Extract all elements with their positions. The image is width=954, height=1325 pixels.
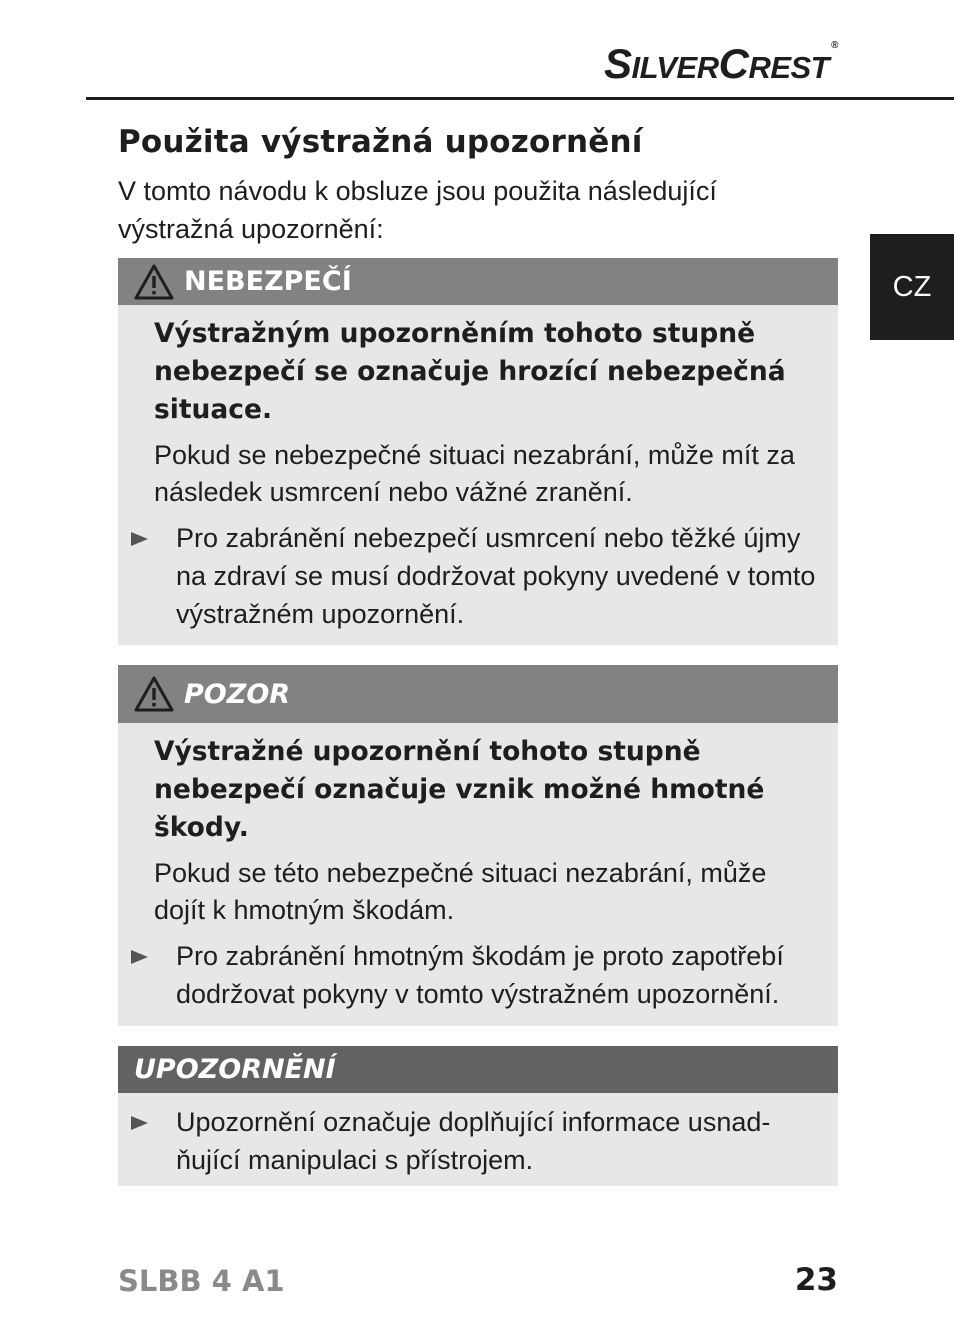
warning-triangle-icon: [134, 676, 174, 712]
danger-box: [118, 258, 838, 645]
note-box-header: [118, 1046, 838, 1093]
note-bullet-text: Upozornění označuje doplňující informace usnad-ňující manipulaci s přístrojem.: [176, 1107, 771, 1175]
note-heading: UPOZORNĚNÍ: [134, 1054, 336, 1085]
brand-logo: [604, 40, 838, 88]
caution-bullet: [133, 937, 824, 1013]
caution-heading: POZOR: [184, 678, 291, 710]
caution-box-body: [118, 723, 838, 1027]
section-title: Použita výstražná upozornění: [118, 124, 643, 160]
danger-bullet: [133, 519, 824, 633]
note-bullet: [133, 1103, 824, 1179]
danger-bullet-text: Pro zabránění nebezpečí usmrcení nebo těžké újmy na zdraví se musí dodržovat pokyny uvedené v tomto výstražném upozornění.: [176, 523, 816, 629]
registered-mark: ®: [831, 40, 838, 51]
danger-lead: Výstražným upozorněním tohoto stupně nebezpečí se označuje hrozící nebezpečná situace.: [154, 318, 786, 425]
caution-text: Pokud se této nebezpečné situaci nezabrání, může dojít k hmotným škodám.: [154, 858, 767, 925]
header-rule: [86, 97, 954, 100]
language-tab-label: CZ: [892, 270, 932, 303]
caution-box-header: [118, 665, 838, 723]
caution-box: [118, 665, 838, 1026]
brand-initial-1: S: [603, 40, 632, 87]
brand-part-2: REST: [748, 50, 830, 85]
footer-model: SLBB 4 A1: [118, 1264, 285, 1298]
caution-lead: Výstražné upozornění tohoto stupně nebezpečí označuje vznik možné hmotné škody.: [154, 736, 765, 843]
danger-heading: NEBEZPEČÍ: [184, 266, 352, 297]
warning-triangle-icon: [134, 264, 174, 300]
caution-bullet-text: Pro zabránění hmotným škodám je proto zapotřebí dodržovat pokyny v tomto výstražném upozornění.: [176, 941, 784, 1009]
note-box: [118, 1046, 838, 1186]
arrow-right-icon: [131, 532, 148, 546]
danger-text: Pokud se nebezpečné situaci nezabrání, může mít za následek usmrcení nebo vážné zranění.: [154, 440, 795, 507]
arrow-right-icon: [131, 1116, 148, 1130]
note-box-body: [118, 1093, 838, 1193]
language-tab: [870, 234, 954, 340]
brand-part-1: ILVER: [631, 50, 719, 85]
page-number: 23: [794, 1262, 838, 1298]
brand-initial-2: C: [718, 40, 749, 87]
arrow-right-icon: [131, 950, 148, 964]
section-intro: V tomto návodu k obsluze jsou použita následující výstražná upozornění:: [118, 176, 717, 244]
danger-box-header: [118, 258, 838, 305]
danger-box-body: [118, 305, 838, 647]
